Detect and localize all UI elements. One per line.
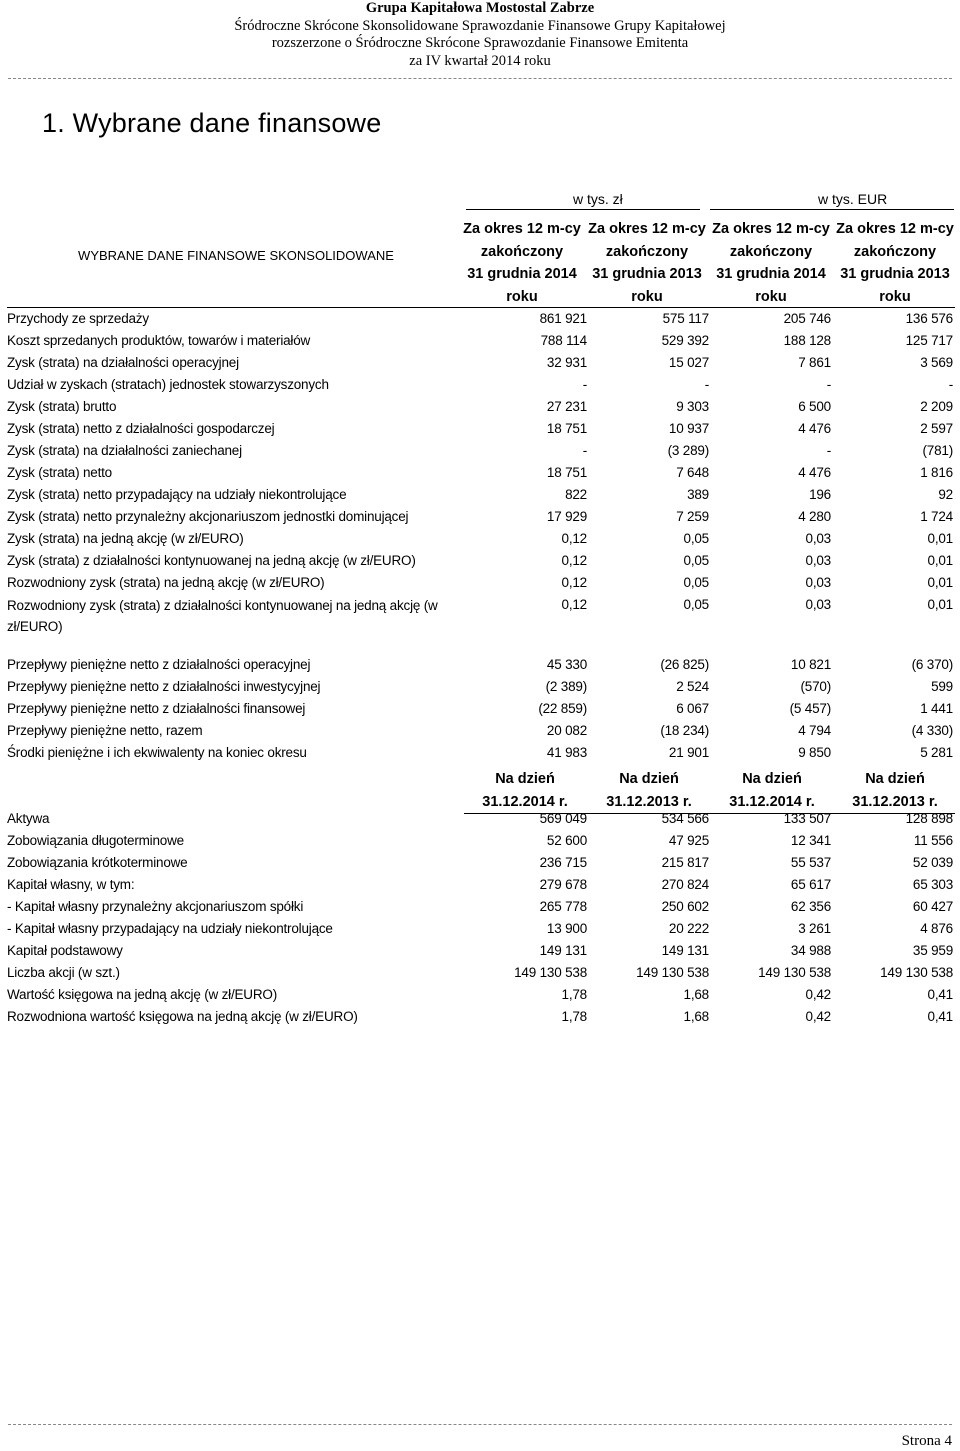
report-title-line: Śródroczne Skrócone Skonsolidowane Sprawozdanie Finansowe Grupy Kapitałowej [234,17,726,34]
period-header-2: Za okres 12 m-cy zakończony 31 grudnia 2014 roku [712,221,830,305]
row-value: 0,42 [805,1009,831,1024]
row-value: 270 824 [661,877,709,892]
row-value: 1,78 [561,987,587,1002]
row-label: Przepływy pieniężne netto z działalności inwestycyjnej [7,679,321,694]
row-value: 133 507 [783,811,831,826]
unit-eur: w tys. EUR [818,191,888,207]
row-value: 188 128 [783,333,831,348]
row-label: Zobowiązania krótkoterminowe [7,855,188,870]
row-value: 34 988 [790,943,831,958]
row-label: Zysk (strata) na działalności zaniechanej [7,443,242,458]
row-value: 822 [565,487,587,502]
row-value: 41 983 [546,745,587,760]
row-value: 65 303 [912,877,953,892]
row-value: 13 900 [546,921,587,936]
row-value: 0,05 [683,597,709,612]
row-value: 196 [809,487,831,502]
row-label: Rozwodniona wartość księgowa na jedną akcję (w zł/EURO) [7,1009,358,1024]
row-value: 18 751 [546,465,587,480]
footer-divider [8,1424,952,1425]
row-value: 12 341 [790,833,831,848]
row-value: 6 500 [798,399,831,414]
row-value: 7 861 [798,355,831,370]
row-value: 45 330 [546,657,587,672]
row-value: 389 [687,487,709,502]
row-value: 1 724 [920,509,953,524]
row-value: 250 602 [661,899,709,914]
row-value: 3 569 [920,355,953,370]
row-value: 0,12 [561,597,587,612]
table-section-label: WYBRANE DANE FINANSOWE SKONSOLIDOWANE [78,248,394,263]
row-value: 62 356 [790,899,831,914]
row-value: 575 117 [662,311,709,326]
row-value: (781) [922,443,953,458]
row-label: Zysk (strata) na jedną akcję (w zł/EURO) [7,531,244,546]
row-value: (22 859) [538,701,587,716]
row-value: 4 794 [798,723,831,738]
row-value: 205 746 [783,311,831,326]
date-header-1: Na dzień 31.12.2013 r. [606,771,692,810]
row-value: - [826,443,831,458]
row-label: Zysk (strata) brutto [7,399,117,414]
row-value: 599 [931,679,953,694]
row-label: Udział w zyskach (stratach) jednostek stowarzyszonych [7,377,329,392]
row-value: 1,78 [561,1009,587,1024]
row-value: - [582,443,587,458]
row-label: Zysk (strata) netto przypadający na udziały niekontrolujące [7,487,347,502]
row-label: Liczba akcji (w szt.) [7,965,120,980]
row-value: 32 931 [546,355,587,370]
row-label: Zysk (strata) z działalności kontynuowanej na jedną akcję (w zł/EURO) [7,553,416,568]
row-value: - [948,377,953,392]
row-value: 0,03 [805,575,831,590]
row-value: 529 392 [661,333,709,348]
row-value: 7 259 [676,509,709,524]
header-divider [8,78,952,79]
row-value: 0,01 [927,575,953,590]
row-label: Zysk (strata) netto [7,465,112,480]
row-value: 0,01 [927,553,953,568]
row-value: 0,42 [805,987,831,1002]
row-value: 125 717 [905,333,953,348]
row-value: - [582,377,587,392]
row-value: 60 427 [912,899,953,914]
row-label: Przepływy pieniężne netto, razem [7,723,203,738]
row-value: 4 476 [798,421,831,436]
row-value: 279 678 [539,877,587,892]
row-value: 0,03 [805,531,831,546]
row-value: 149 130 538 [758,965,831,980]
row-value: 2 209 [920,399,953,414]
row-label: Zysk (strata) netto z działalności gospodarczej [7,421,275,436]
row-value: 3 261 [798,921,831,936]
row-value: 65 617 [790,877,831,892]
row-value: 52 039 [912,855,953,870]
row-value: 0,05 [683,575,709,590]
unit-pln: w tys. zł [573,191,623,207]
row-label: Zysk (strata) netto przynależny akcjonariuszom jednostki dominującej [7,509,409,524]
row-value: 35 959 [912,943,953,958]
row-label: Przepływy pieniężne netto z działalności finansowej [7,701,306,716]
row-value: 2 524 [676,679,709,694]
row-value: 52 600 [546,833,587,848]
row-value: 2 597 [920,421,953,436]
row-value: (4 330) [911,723,953,738]
row-label: Środki pieniężne i ich ekwiwalenty na koniec okresu [7,745,307,760]
row-value: 215 817 [661,855,709,870]
row-value: 17 929 [546,509,587,524]
row-value: 0,01 [927,597,953,612]
row-value: (570) [800,679,831,694]
row-label: - Kapitał własny przynależny akcjonariuszom spółki [7,899,304,914]
row-value: - [704,377,709,392]
row-value: (5 457) [789,701,831,716]
row-label: Przepływy pieniężne netto z działalności operacyjnej [7,657,311,672]
row-value: 10 821 [790,657,831,672]
row-value: 149 130 538 [514,965,587,980]
row-value: 149 130 538 [636,965,709,980]
row-value: 0,05 [683,531,709,546]
row-value: 265 778 [539,899,587,914]
row-value: (2 389) [545,679,587,694]
company-name: Grupa Kapitałowa Mostostal Zabrze [365,0,595,16]
date-header-3: Na dzień 31.12.2013 r. [852,771,938,810]
document-header [0,0,960,70]
row-value: 0,12 [561,531,587,546]
row-value: 0,03 [805,597,831,612]
row-value: 18 751 [546,421,587,436]
row-value: 788 114 [540,333,587,348]
row-value: 27 231 [546,399,587,414]
row-value: 569 049 [539,811,587,826]
row-value: 9 850 [798,745,831,760]
period-header-1: Za okres 12 m-cy zakończony 31 grudnia 2013 roku [588,221,706,305]
row-value: 6 067 [676,701,709,716]
date-header-0: Na dzień 31.12.2014 r. [482,771,568,810]
row-value: 10 937 [668,421,709,436]
row-value: 136 576 [905,311,953,326]
row-value: - [826,377,831,392]
row-label: Kapitał podstawowy [7,943,123,958]
row-value: 21 901 [668,745,709,760]
row-label: Rozwodniony zysk (strata) z działalności kontynuowanej na jedną akcję (w zł/EURO) [7,598,438,634]
row-value: 0,12 [561,553,587,568]
row-value: 149 131 [539,943,587,958]
row-value: 20 082 [546,723,587,738]
row-value: (3 289) [667,443,709,458]
date-header-2: Na dzień 31.12.2014 r. [729,771,815,810]
header-bottom-rule [7,307,955,308]
row-value: 11 556 [913,833,953,848]
row-value: 4 280 [798,509,831,524]
row-value: 47 925 [668,833,709,848]
row-label: Wartość księgowa na jedną akcję (w zł/EURO) [7,987,277,1002]
row-value: 0,41 [927,1009,953,1024]
row-value: 534 566 [661,811,709,826]
row-label: Przychody ze sprzedaży [7,311,149,326]
row-value: 1,68 [683,987,709,1002]
row-value: 7 648 [676,465,709,480]
row-label: Kapitał własny, w tym: [7,877,135,892]
row-value: 1,68 [683,1009,709,1024]
row-value: 0,12 [561,575,587,590]
row-value: (18 234) [660,723,709,738]
row-value: 128 898 [905,811,953,826]
unit-pln-rule [466,209,700,210]
row-value: 149 131 [661,943,709,958]
row-value: 149 130 538 [880,965,953,980]
row-value: 15 027 [668,355,709,370]
row-value: 55 537 [790,855,831,870]
unit-eur-rule [710,209,954,210]
row-value: 0,01 [927,531,953,546]
row-label: Rozwodniony zysk (strata) na jedną akcję (w zł/EURO) [7,575,325,590]
row-value: (6 370) [911,657,953,672]
row-value: 1 441 [920,701,953,716]
row-label: Aktywa [7,811,50,826]
row-value: 861 921 [539,311,587,326]
row-value: 0,05 [683,553,709,568]
page-number: Strona 4 [901,1433,952,1449]
report-period-line: za IV kwartał 2014 roku [409,52,551,69]
period-header-0: Za okres 12 m-cy zakończony 31 grudnia 2014 roku [463,221,581,305]
row-value: (26 825) [660,657,709,672]
row-value: 20 222 [668,921,709,936]
row-value: 236 715 [539,855,587,870]
row-label: Zobowiązania długoterminowe [7,833,184,848]
row-value: 9 303 [676,399,709,414]
row-value: 5 281 [920,745,953,760]
row-value: 4 876 [920,921,953,936]
row-value: 1 816 [920,465,953,480]
row-label: - Kapitał własny przypadający na udziały niekontrolujące [7,921,333,936]
row-value: 4 476 [798,465,831,480]
row-value: 92 [938,487,953,502]
row-value: 0,41 [927,987,953,1002]
period-header-3: Za okres 12 m-cy zakończony 31 grudnia 2013 roku [836,221,954,305]
row-value: 0,03 [805,553,831,568]
row-label: Koszt sprzedanych produktów, towarów i materiałów [7,333,311,348]
row-label: Zysk (strata) na działalności operacyjnej [7,355,239,370]
report-subtitle-line: rozszerzone o Śródroczne Skrócone Sprawozdanie Finansowe Emitenta [271,35,689,51]
section-title: 1. Wybrane dane finansowe [42,108,382,138]
